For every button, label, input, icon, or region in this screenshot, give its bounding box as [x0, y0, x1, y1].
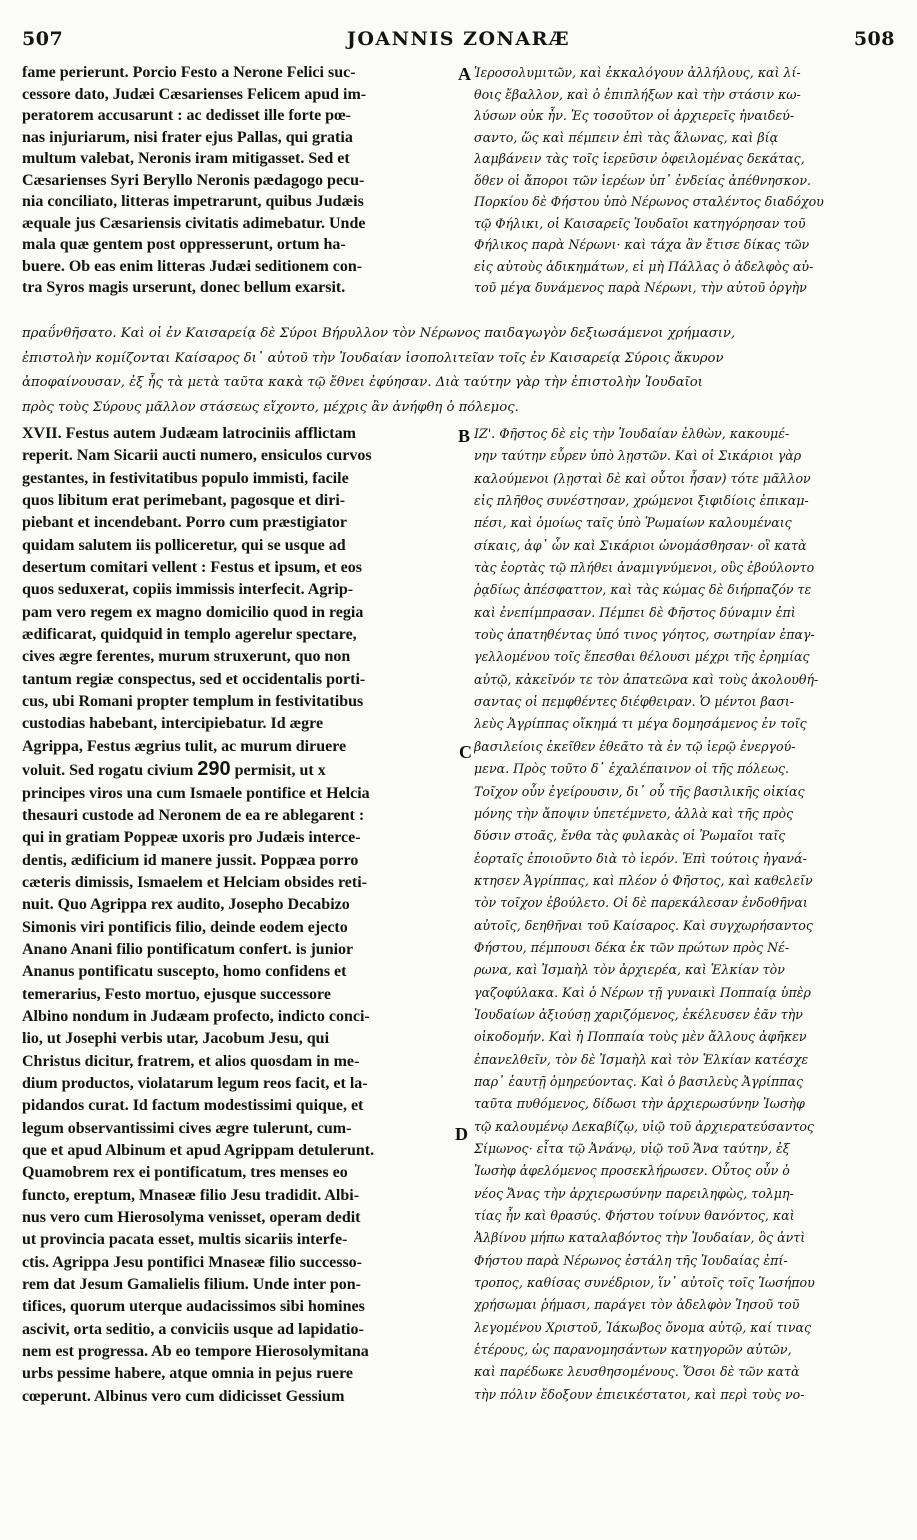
latin-main-line: XVII. Festus autem Judæam latrociniis afflictam	[22, 425, 356, 442]
latin-main-line: pam vero regem ex magno domicilio quod in regia	[22, 603, 364, 621]
latin-main-line: rem dat Jesum Gamalielis filium. Unde inter pon-	[22, 1276, 361, 1294]
greek-main-line: ἑορταῖς ἐποιοῦντο διὰ τὸ ἱερόν. Ἐπὶ τούτοις ἠγανά-	[474, 850, 807, 866]
greek-main-line: Τοῖχον οὖν ἐγείρουσιν, δι᾽ οὗ τῆς βασιλικῆς οἰκίας	[474, 783, 805, 799]
greek-main-line: εἰς πλῆθος συνέστησαν, χρώμενοι ξιφιδίοις ἐπικαμ-	[474, 493, 809, 509]
greek-main-line: βασιλείοις ἐκεῖθεν ἐθεᾶτο τὰ ἐν τῷ ἱερῷ ἐνεργού-	[474, 738, 796, 754]
greek-main-line: Ἀλβίνου μήπω καταλαβόντος τὴν Ἰουδαίαν, ὃς ἀντὶ	[474, 1230, 806, 1246]
running-title: JOANNIS ZONARÆ	[346, 28, 571, 50]
greek-main-line: τὴν πόλιν ἔδοξουν ἐπιεικέστατοι, καὶ περὶ τοὺς νο-	[474, 1386, 805, 1402]
latin-top-line: peratorem accusarunt : ac dedisset ille forte pœ-	[22, 107, 351, 124]
greek-main-line: Ἰωσὴφ ἀφελόμενος προσεκλήρωσεν. Οὗτος οὖν ὁ	[474, 1163, 790, 1179]
greek-main-line: κτησεν Ἀγρίππας, καὶ πλέον ὁ Φῆστος, καὶ καθελεῖν	[474, 872, 813, 888]
latin-main-line: cives ægre ferentes, murum struxerunt, quo non	[22, 648, 351, 666]
greek-top-line: σαντο, ὥς καὶ πέμπειν ἐπὶ τὰς ἅλωνας, καὶ βίᾳ	[474, 129, 779, 145]
latin-main-line: Christus dicitur, fratrem, et alios quosdam in me-	[22, 1052, 360, 1070]
greek-top-line: ὅθεν οἱ ἄποροι τῶν ἱερέων ὑπ᾽ ἐνδείας ἀπέθνησκον.	[474, 172, 811, 188]
greek-main-line: καλούμενοι (λῃσταὶ δὲ καὶ οὗτοι ἦσαν) τότε μᾶλλον	[474, 470, 811, 486]
greek-main-line: τὸν τοῖχον ἐβούλετο. Οἱ δὲ παρεκάλεσαν ἐνδοθῆναι	[474, 895, 808, 911]
latin-main-line: tantum regiæ conspectus, sed et occidentalis porti-	[22, 670, 366, 688]
greek-main-line: Φήστου, πέμπουσι δέκα ἐκ τῶν πρώτων πρὸς Νέ-	[474, 939, 790, 955]
margin-marker-c: C	[459, 742, 472, 762]
latin-main-line: reperit. Nam Sicarii aucti numero, ensiculos curvos	[22, 447, 372, 465]
latin-top-line: multum valebat, Neronis iram mitigasset. Sed et	[22, 150, 350, 167]
greek-main-line: καὶ ἐνεπίμπρασαν. Πέμπει δὲ Φῆστος δύναμιν ἐπὶ	[474, 604, 796, 620]
latin-main-line: quidam salutem iis polliceretur, qui se usque ad	[22, 536, 346, 554]
greek-main-line: μενα. Πρὸς τοῦτο δ᾽ ἐχαλέπαινον οἱ τῆς πόλεως.	[474, 761, 790, 777]
greek-column-main	[474, 423, 906, 1530]
greek-main-line: οἰκοδομήν. Καὶ ἡ Ποππαία τοὺς μὲν ἄλλους ἀφῆκεν	[474, 1029, 807, 1045]
greek-top-line: Ἱεροσολυμιτῶν, καὶ ἐκκαλόγουν ἀλλήλους, καὶ λί-	[474, 65, 801, 80]
greek-main-line: ἑτέρους, ὡς παρανομησάντων κατηγορῶν αὐτῶν,	[474, 1342, 792, 1358]
greek-full-line: πρὸς τοὺς Σύρους μᾶλλον στάσεως εἴχοντο, μέχρις ἂν ἀνήφθη ὁ πόλεμος.	[22, 399, 519, 415]
latin-main-line: ut provincia pacata esset, multis sicariis interfe-	[22, 1231, 348, 1249]
latin-main-line: functo, ereptum, Mnaseæ filio Jesu tradidit. Albi-	[22, 1186, 360, 1204]
latin-main-line: ctis. Agrippa Jesu pontifici Mnaseæ filio successo-	[22, 1253, 362, 1271]
latin-main-line: dium productos, violatarum legum reos facit, et la-	[22, 1074, 368, 1092]
latin-main-line: nem est progressa. Ab eo tempore Hierosolymitana	[22, 1343, 369, 1361]
greek-top-line: εἰς αὐτοὺς ἀδικημάτων, εἰ μὴ Πάλλας ὁ ἀδελφὸς αὐ-	[474, 258, 814, 274]
latin-main-line: cus, ubi Romani propter templum in festivitatibus	[22, 693, 364, 711]
latin-top-line: nas injuriarum, nisi frater ejus Pallas, qui gratia	[22, 128, 353, 146]
greek-main-line: μόνης τὴν ἄποψιν ὑπετέμνετο, ἀλλὰ καὶ τῆς πρὸς	[474, 805, 794, 821]
greek-main-line: γαζοφύλακα. Καὶ ὁ Νέρων τῇ γυναικὶ Ποππαίᾳ ὑπὲρ	[474, 984, 811, 1000]
latin-main-line: Anano Anani filio pontificatum confert. is junior	[22, 940, 354, 958]
greek-main-line: λεγομένου Χριστοῦ, Ἰάκωβος ὄνομα αὐτῷ, καί τινας	[474, 1319, 812, 1335]
latin-main-line: piebant et incendebant. Porro cum præstigiator	[22, 514, 348, 532]
latin-main-line: thesauri custode ad Neronem de ea re ablegarent :	[22, 806, 365, 824]
latin-main-line: gestantes, in festivitatibus populo immisti, facile	[22, 469, 349, 487]
greek-main-line: καὶ παρέδωκε λευσθησομένους. Ὅσοι δὲ τῶν κατὰ	[474, 1364, 800, 1380]
greek-main-line: λεὺς Ἀγρίππας οἴκημά τι μέγα δομησάμενος ἐν τοῖς	[474, 716, 807, 732]
latin-main-line: Agrippa, Festus ægrius tulit, ac murum diruere	[22, 737, 347, 755]
greek-main-line: Σίμωνος· εἶτα τῷ Ἀνάνῳ, υἱῷ τοῦ Ἄνα ταύτην, ἐξ	[474, 1141, 790, 1156]
latin-top-line: buere. Ob eas enim litteras Judæi seditionem con-	[22, 257, 363, 275]
greek-main-line: χρήσωμαι ῥήμασι, παράγει τὸν ἀδελφὸν Ἰησοῦ τοῦ	[474, 1297, 800, 1313]
greek-full-width-block	[22, 322, 906, 420]
greek-top-line: Φήλικος παρὰ Νέρωνι· καὶ τάχα ἂν ἔτισε δίκας τῶν	[474, 237, 810, 252]
latin-column-main	[22, 423, 457, 1530]
page-number-right: 508	[853, 28, 895, 50]
latin-main-line: quos seduxerat, copiis immissis interfecit. Agrip-	[22, 581, 354, 599]
greek-main-line: σαντας οἱ πεμφθέντες διέφθειραν. Ὁ μέντοι βασι-	[474, 694, 795, 710]
greek-main-line: γελλομένου τοῖς ἕπεσθαι θέλουσι μέχρι τῆς ἐρημίας	[474, 649, 810, 665]
greek-top-line: λαμβάνειν τὰς τοῖς ἱερεῦσιν ὀφειλομένας δεκάτας,	[474, 151, 805, 166]
margin-marker-b: B	[458, 426, 471, 446]
latin-main-line: legum observantissimi cives ægre tulerunt, cum-	[22, 1119, 352, 1137]
greek-full-line: ἐπιστολὴν κομίζονται Καίσαρος δι᾽ αὐτοῦ τὴν Ἰουδαίαν ἰσοπολιτεῖαν τοῖς ἐν Καισαρείᾳ Σύροις ἄκυρον	[22, 350, 724, 366]
greek-main-line: τίας ἦν καὶ θρασύς. Φήστου τοίνυν θανόντος, καὶ	[474, 1208, 795, 1224]
bold-folio-number: 290	[197, 758, 231, 781]
greek-main-line: τροπος, καθίσας συνέδριον, ἵν᾽ αὐτοῖς τοῖς Ἰωσήπου	[474, 1275, 815, 1291]
greek-top-line: θοις ἔβαλλον, καὶ ὁ ἐπιπλήξων καὶ τὴν στάσιν κω-	[474, 86, 801, 102]
latin-main-line: Albino nondum in Judæam profecto, indicto conci-	[22, 1007, 370, 1025]
margin-marker-d: D	[455, 1124, 468, 1144]
greek-top-line: τῷ Φήλικι, οἱ Καισαρεῖς Ἰουδαῖοι κατηγόρησαν τοῦ	[474, 215, 806, 231]
latin-top-line: fame perierunt. Porcio Festo a Nerone Felici suc-	[22, 64, 356, 81]
latin-main-line: lio, ut Josephi verbis utar, Jacobum Jesu, qui	[22, 1030, 330, 1048]
greek-main-line: πέσι, καὶ ὁμοίως ταῖς ὑπὸ Ῥωμαίων καλουμέναις	[474, 515, 792, 531]
latin-top-line: tra Syros magis urserunt, donec bellum exarsit.	[22, 279, 346, 296]
latin-main-line: custodias habebant, intercipiebatur. Id ægre	[22, 715, 324, 733]
latin-top-line: nia conciliato, litteras impetrarunt, quibus Judæis	[22, 193, 364, 210]
greek-main-line: αὐτῷ, κἀκεῖνόν τε τὸν ἀπατεῶνα καὶ τοὺς ἀκολουθή-	[474, 671, 819, 687]
greek-main-line: σίκαις, ἀφ᾽ ὧν καὶ Σικάριοι ὠνομάσθησαν· οἳ κατὰ	[474, 537, 807, 553]
latin-top-line: æquale jus Cæsariensis civitatis adimebatur. Unde	[22, 214, 366, 232]
greek-main-line: ταῦτα πυθόμενος, δίδωσι τὴν ἀρχιερωσύνην Ἰωσὴφ	[474, 1096, 805, 1112]
greek-main-line: τῷ καλουμένῳ Δεκαβίζῳ, υἱῷ τοῦ ἀρχιερατεύσαντος	[474, 1118, 814, 1134]
greek-main-line: Φήστου παρὰ Νέρωνος ἐστάλη τῆς Ἰουδαίας ἐπί-	[474, 1252, 788, 1268]
latin-main-line: urbs pessime habere, atque omnia in pejus ruere	[22, 1365, 353, 1383]
latin-main-line: que et apud Albinum et apud Agrippam detulerunt.	[22, 1142, 375, 1159]
margin-marker-a: A	[458, 64, 471, 84]
greek-main-line: νέος Ἄνας τὴν ἀρχιερωσύνην παρειληφὼς, τολμη-	[474, 1185, 794, 1201]
latin-main-line: Quamobrem rex ei pontificatum, tres menses eo	[22, 1164, 348, 1182]
greek-main-line: τὰς ἑορτὰς τῷ πλήθει ἀναμιγνύμενοι, οὓς ἐβούλοντο	[474, 560, 815, 576]
greek-top-line: Πορκίου δὲ Φήστου ὑπὸ Νέρωνος σταλέντος διαδόχου	[474, 194, 824, 209]
latin-top-line: Cæsarienses Syri Beryllo Neronis pædagogo pecu-	[22, 171, 365, 189]
greek-main-line: Ἰουδαίων ἀξιούσῃ χαριζόμενος, ἐκέλευσεν ἐᾶν τὴν	[474, 1006, 803, 1022]
latin-main-line: principes viros una cum Ismaele pontifice et Helcia	[22, 784, 370, 802]
latin-main-line: ædificarat, quidquid in templo agerelur spectare,	[22, 626, 357, 644]
latin-column-top	[22, 62, 457, 320]
greek-full-line: πραΰνθῆσατο. Καὶ οἱ ἐν Καισαρείᾳ δὲ Σύροι Βήρυλλον τὸν Νέρωνος παιδαγωγὸν δεξιωσάμενοι χρήμασιν,	[22, 326, 736, 341]
latin-main-line: nuit. Quo Agrippa rex audito, Josepho Decabizo	[22, 896, 350, 914]
latin-top-line: cessore dato, Judæi Cæsarienses Felicem apud im-	[22, 85, 367, 103]
latin-top-line: mala quæ gentem post oppresserunt, ortum ha-	[22, 236, 346, 253]
latin-main-line: temerarius, Festo mortuo, ejusque successore	[22, 985, 331, 1003]
page-number-left: 507	[22, 28, 64, 50]
greek-top-line: τοῦ μέγα δυνάμενος παρὰ Νέρωνι, τὴν αὐτοῦ ὀργὴν	[474, 280, 807, 295]
latin-main-line: desertum comitari vellent : Festus et ipsum, et eos	[22, 559, 362, 577]
latin-main-line: cœperunt. Albinus vero cum didicisset Gessium	[22, 1387, 345, 1405]
greek-main-line: τοὺς ἀπατηθέντας ὑπό τινος γόητος, σωτηρίαν ἐπαγ-	[474, 627, 815, 643]
latin-main-line: Simonis viri pontificis filio, deinde eodem ejecto	[22, 918, 348, 936]
greek-column-top	[474, 62, 906, 320]
greek-main-line: ἐπανελθεῖν, τὸν δὲ Ἰσμαὴλ καὶ τὸν Ἑλκίαν κατέσχε	[474, 1051, 809, 1067]
greek-main-line: δύσιν στοᾶς, ἔνθα τὰς φυλακὰς οἱ Ῥωμαῖοι ταῖς	[474, 828, 786, 844]
greek-main-line: ῥᾳδίως ἀπέσφαττον, καὶ τὰς κώμας δὲ διήρπαζόν τε	[474, 582, 812, 598]
greek-top-line: λύσων οὐκ ἦν. Ἐς τοσοῦτον οἱ ἀρχιερεῖς ἠναιδεύ-	[474, 108, 795, 123]
latin-main-line: pidandos curat. Id factum modestissimi quique, et	[22, 1097, 364, 1115]
greek-main-line: παρ᾽ ἑαυτῇ ὁμηρεύοντας. Καὶ ὁ βασιλεὺς Ἀγρίππας	[474, 1073, 804, 1089]
latin-main-line: quos libitum erat perimebant, pagosque et diri-	[22, 492, 346, 510]
greek-full-line: ἀποφαίνουσαν, ἐξ ἧς τὰ μετὰ ταῦτα κακὰ τῷ ἔθνει ἐφύησαν. Διὰ ταύτην γὰρ τὴν ἐπιστολὴν Ἰουδαῖοι	[22, 375, 703, 390]
latin-main-line: cæteris dimissis, Ismaelem et Helciam obsides reti-	[22, 873, 367, 891]
latin-main-line: dentis, ædificium id manere jussit. Poppæa porro	[22, 851, 359, 869]
latin-main-line: qui in gratiam Poppeæ uxoris pro Judæis interce-	[22, 829, 361, 847]
latin-main-line: ascivit, orta seditio, a conviciis usque ad lapidatio-	[22, 1320, 364, 1338]
latin-main-line: voluit. Sed rogatu civium 290 permisit, ut x	[22, 758, 326, 781]
latin-main-line: tifices, quorum uterque audacissimos sibi homines	[22, 1298, 365, 1316]
latin-main-line: nus vero cum Hierosolyma venisset, operam dedit	[22, 1209, 361, 1227]
latin-main-line: Ananus pontificatu suscepto, homo confidens et	[22, 963, 347, 981]
greek-main-line: νην ταύτην εὗρεν ὑπὸ λῃστῶν. Καὶ οἱ Σικάριοι γὰρ	[474, 448, 802, 464]
greek-main-line: ρωνα, καὶ Ἰσμαὴλ τὸν ἀρχιερέα, καὶ Ἑλκίαν τὸν	[474, 962, 785, 978]
greek-main-line: αὐτοῖς, δεηθῆναι τοῦ Καίσαρος. Καὶ συγχωρήσαντος	[474, 917, 813, 933]
greek-main-line: ΙΖ'. Φῆστος δὲ εἰς τὴν Ἰουδαίαν ἐλθὼν, κακουμέ-	[474, 426, 790, 441]
